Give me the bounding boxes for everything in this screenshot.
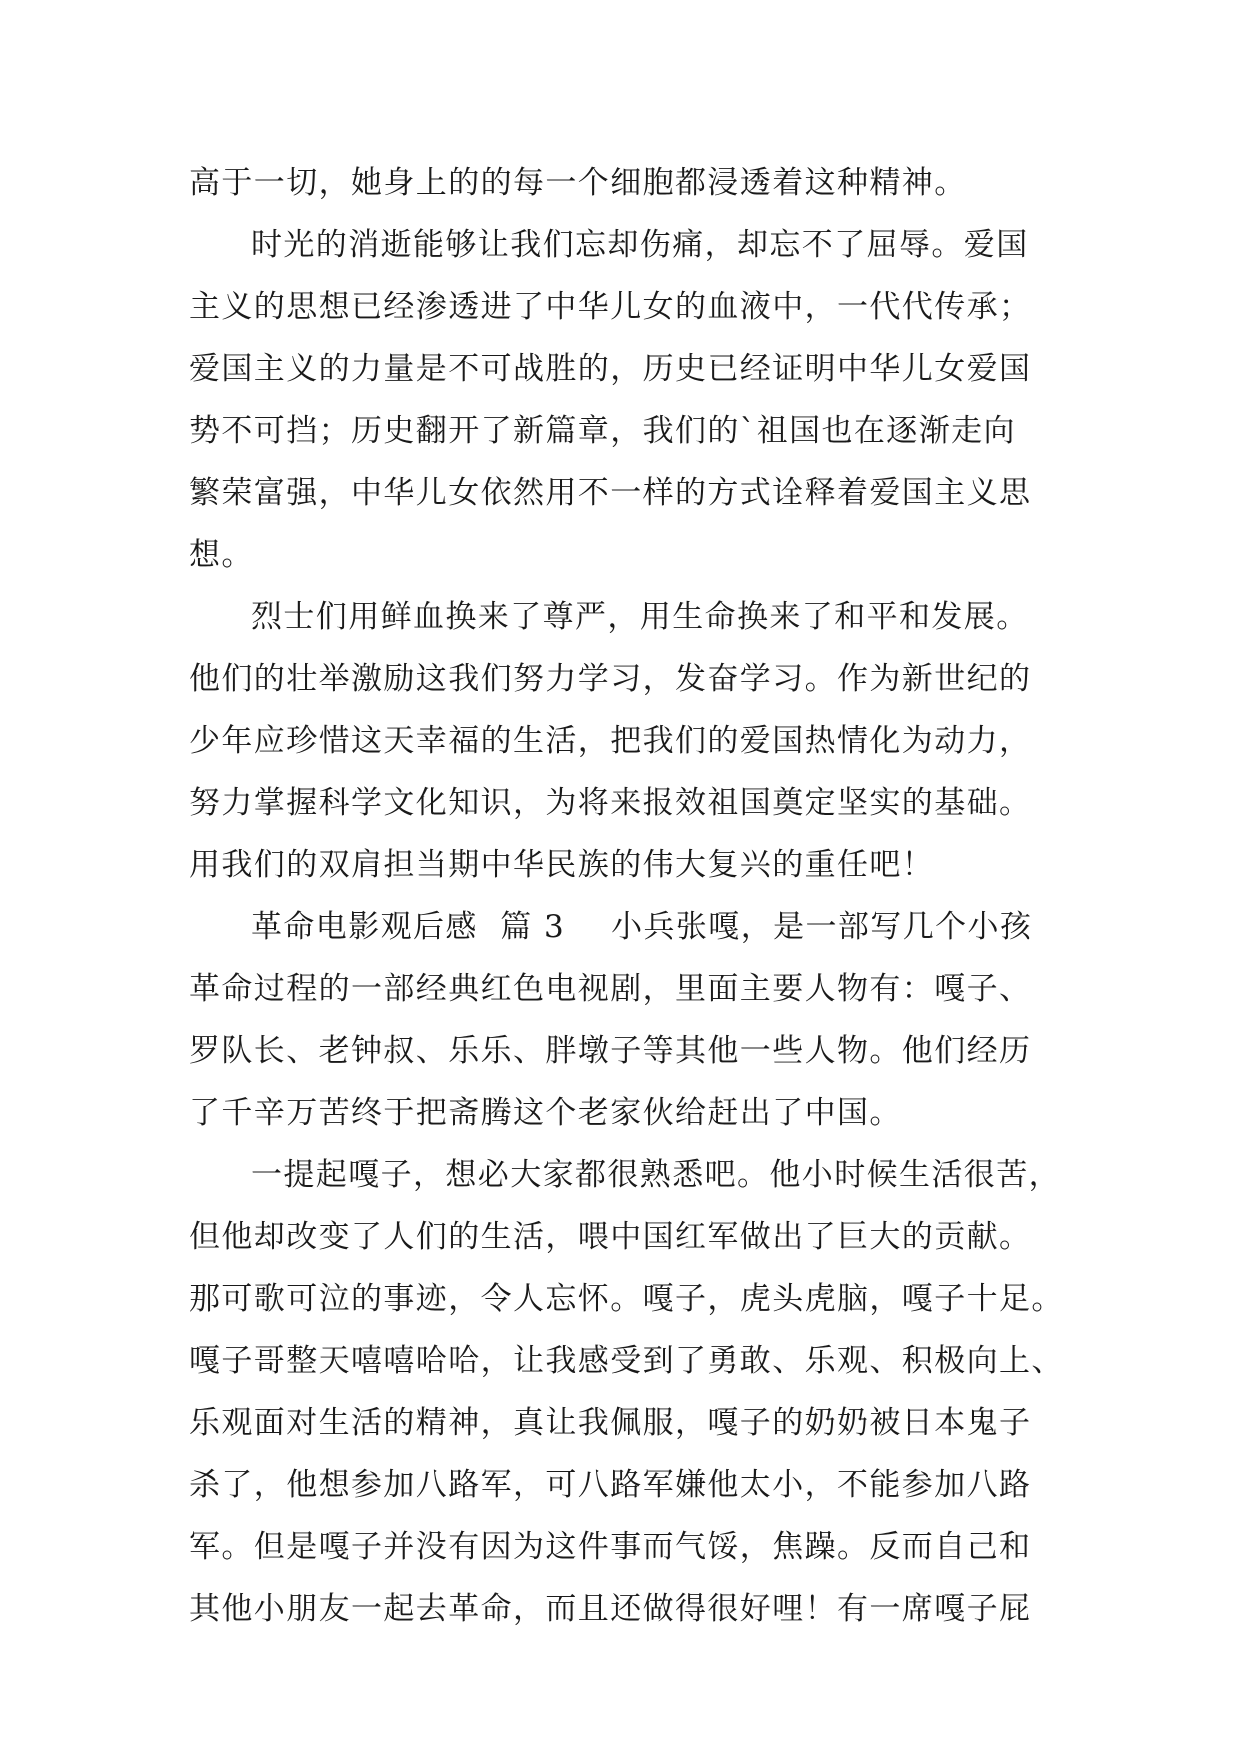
text-line: 那可歌可泣的事迹，令人忘怀。嘎子，虎头虎脑，嘎子十足。 [189,1281,1064,1317]
text-line: 嘎子哥整天嘻嘻哈哈，让我感受到了勇敢、乐观、积极向上、 [189,1343,1064,1379]
text-segment: 小兵张嘎，是一部写几个小孩 [611,909,1033,945]
text-line: 他们的壮举激励这我们努力学习，发奋学习。作为新世纪的 [189,661,1032,697]
text-line: 了千辛万苦终于把斋腾这个老家伙给赶出了中国。 [189,1095,902,1131]
text-line: 高于一切，她身上的的每一个细胞都浸透着这种精神。 [189,165,967,201]
text-line: 用我们的双肩担当期中华民族的伟大复兴的重任吧！ [189,847,935,883]
paragraph-gazi [189,1144,1064,1640]
text-line: 烈士们用鲜血换来了尊严，用生命换来了和平和发展。 [251,599,1029,635]
text-line [189,896,1049,958]
text-line: 主义的思想已经渗透进了中华儿女的血液中，一代代传承； [189,289,1032,325]
text-line: 爱国主义的力量是不可战胜的，历史已经证明中华儿女爱国 [189,351,1032,387]
text-line: 一提起嘎子，想必大家都很熟悉吧。他小时候生活很苦， [251,1157,1061,1193]
paragraph-article-3 [189,896,1049,1144]
text-line: 杀了，他想参加八路军，可八路军嫌他太小，不能参加八路 [189,1467,1032,1503]
text-line: 势不可挡；历史翻开了新篇章，我们的`祖国也在逐渐走向 [189,413,1016,449]
text-line: 努力掌握科学文化知识，为将来报效祖国奠定坚实的基础。 [189,785,1032,821]
text-line: 繁荣富强，中华儿女依然用不一样的方式诠释着爱国主义思 [189,475,1032,511]
text-line: 时光的消逝能够让我们忘却伤痛，却忘不了屈辱。爱国 [251,227,1029,263]
text-line: 军。但是嘎子并没有因为这件事而气馁，焦躁。反而自己和 [189,1529,1032,1565]
text-line: 革命过程的一部经典红色电视剧，里面主要人物有：嘎子、 [189,971,1032,1007]
text-line: 罗队长、老钟叔、乐乐、胖墩子等其他一些人物。他们经历 [189,1033,1032,1069]
text-line: 其他小朋友一起去革命，而且还做得很好哩！有一席嘎子屁 [189,1591,1032,1627]
paragraph-martyrs [189,586,1049,896]
section-heading: 革命电影观后感 篇 3 [251,909,566,945]
document-page [189,152,1064,1640]
text-line: 乐观面对生活的精神，真让我佩服，嘎子的奶奶被日本鬼子 [189,1405,1032,1441]
text-line: 想。 [189,537,254,573]
text-line: 但他却改变了人们的生活，喂中国红军做出了巨大的贡献。 [189,1219,1032,1255]
paragraph-continuation [189,152,1049,214]
text-line: 少年应珍惜这天幸福的生活，把我们的爱国热情化为动力， [189,723,1032,759]
paragraph-patriotism [189,214,1049,586]
